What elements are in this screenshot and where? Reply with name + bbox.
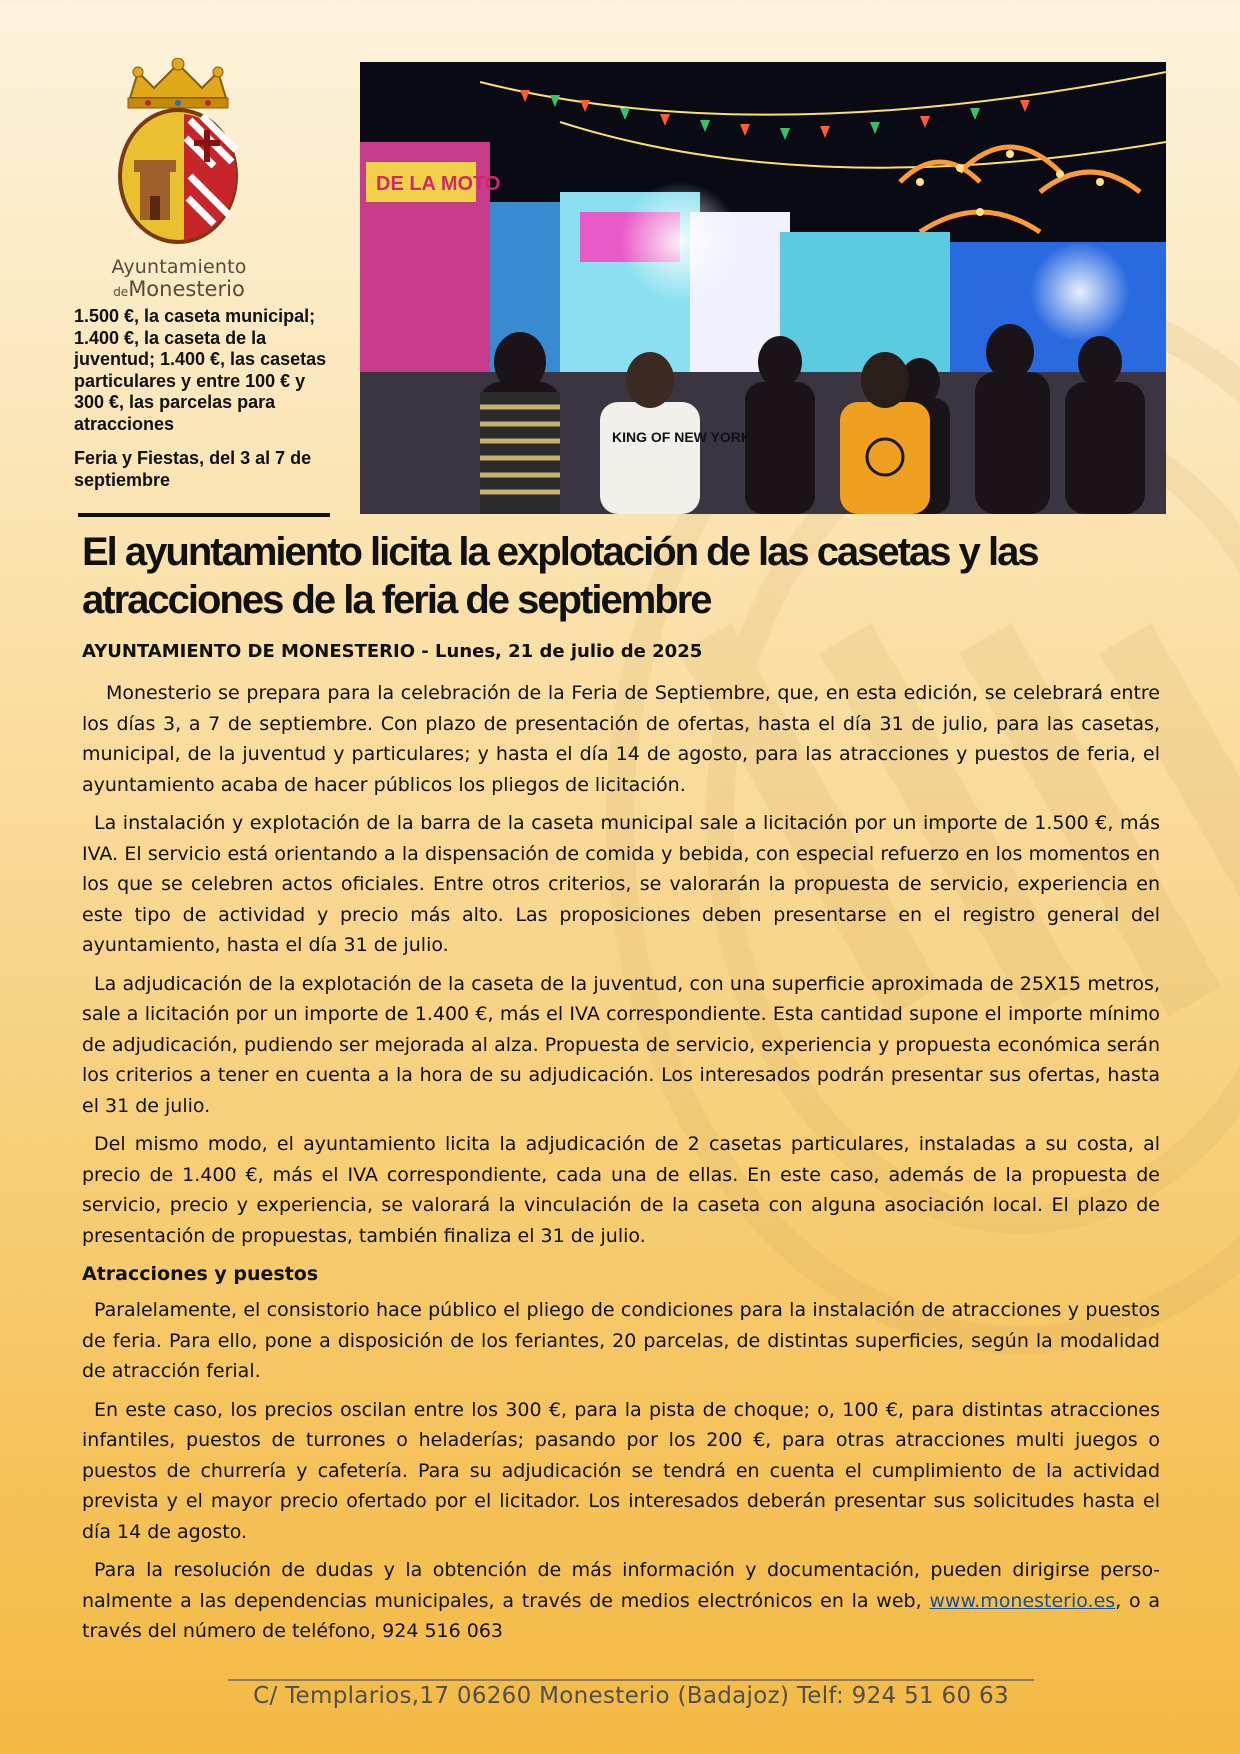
logo-line-2-small: de bbox=[113, 285, 129, 299]
fair-photo bbox=[360, 62, 1166, 514]
website-link[interactable]: www.monesterio.es bbox=[929, 1589, 1116, 1612]
sidebar-note-dates: Feria y Fiestas, del 3 al 7 de septiembre bbox=[74, 448, 312, 490]
footer-rule bbox=[228, 1679, 1034, 1681]
paragraph-4: Del mismo modo, el ayuntamiento licita la adjudicación de 2 casetas particulares, instaladas a su costa, al precio de 1.400 €, más el IVA correspondiente, cada una de ellas. En este caso, además de la propuesta de servicio, precio y experiencia, se valorará la vinculación de la caseta con alguna asociación local. El plazo de presentación de propuestas, también finaliza el 31 de julio. bbox=[82, 1133, 1160, 1247]
paragraph-2: La instalación y explotación de la barra de la caseta municipal sale a licitación por un importe de 1.500 €, más IVA. El servicio está orientando a la dispensación de comida y bebida, con especial refuerzo en los momentos en los que se celebren actos oficiales. Entre otros criterios, se valorarán la propuesta de servicio, experiencia en este tipo de actividad y precio más alto. Las proposiciones deben presentarse en el registro general del ayuntamiento, hasta el día 31 de julio. bbox=[82, 812, 1160, 956]
paragraph-3: La adjudicación de la explotación de la caseta de la juventud, con una superficie aproximada de 25X15 metros, sale a licitación por un importe de 1.400 €, más el IVA correspondiente. Esta cantidad supone el importe mínimo de adjudicación, pudiendo ser mejorada al alza. Propuesta de servicio, experiencia y propuesta económica serán los criterios a tener en cuenta a la hora de su adjudicación. Los interesados podrán presentar sus ofertas, hasta el 31 de julio. bbox=[82, 972, 1160, 1117]
logo-line-2-main: Monesterio bbox=[128, 277, 245, 301]
logo-line-1: Ayuntamiento bbox=[111, 256, 247, 278]
paragraph-7 bbox=[82, 1555, 1160, 1647]
article-headline: El ayuntamiento licita la explotación de las casetas y las atracciones de la feria de septiembre bbox=[82, 530, 1038, 622]
paragraph-5: Paralelamente, el consistorio hace público el pliego de condiciones para la instalación de atracciones y puestos de feria. Para ello, pone a disposición de los feriantes, 20 parcelas, de distintas superficies, según la modalidad de atracción ferial. bbox=[82, 1299, 1160, 1382]
booth-sign: DE LA MOTO bbox=[376, 173, 501, 195]
subheading-atracciones: Atracciones y puestos bbox=[82, 1263, 319, 1285]
footer-address: C/ Templarios,17 06260 Monesterio (Badajoz) Telf: 924 51 60 63 bbox=[253, 1683, 1009, 1709]
paragraph-7-text: Para la resolución de dudas y la obtención de más información y documentación, pueden dirigirse personalmente a las dependencias municipales, a través de medios electrónicos en la web, bbox=[82, 1559, 1160, 1612]
shirt-print: KING OF NEW YORK bbox=[612, 429, 751, 445]
paragraph-1: Monesterio se prepara para la celebración de la Feria de Septiembre, que, en esta edición, se celebrará entre los días 3, a 7 de septiembre. Con plazo de presentación de ofertas, hasta el día 31 de julio, para las casetas, municipal, de la juventud y particulares; y hasta el día 14 de agosto, para las atracciones y puestos de feria, el ayuntamiento acaba de hacer públicos los pliegos de licitación. bbox=[82, 682, 1160, 796]
sidebar-note-prices: 1.500 €, la caseta municipal; 1.400 €, la caseta de la juventud; 1.400 €, las casetas particulares y entre 100 € y 300 €, las parcelas para atracciones bbox=[74, 306, 327, 434]
sidebar-rule bbox=[78, 513, 330, 517]
paragraph-7-tail: , o a través del número de teléfono, 924 516 063 bbox=[82, 1589, 1160, 1642]
article-byline: AYUNTAMIENTO DE MONESTERIO - Lunes, 21 de julio de 2025 bbox=[82, 641, 703, 662]
paragraph-6: En este caso, los precios oscilan entre los 300 €, para la pista de choque; o, 100 €, para distintas atracciones infantiles, puestos de turrones o heladerías; pasando por los 200 €, para otras atracciones multi juegos o puestos de churrería y cafetería. Para su adjudicación se tendrá en cuenta el cumplimiento de la actividad prevista y el mayor precio ofertado por el licitador. Los interesados deberán presentar sus solicitudes hasta el día 14 de agosto. bbox=[82, 1398, 1160, 1543]
article-body bbox=[82, 678, 1160, 1655]
logo-line-2 bbox=[104, 277, 254, 301]
fair-photo-scene bbox=[360, 62, 1166, 514]
